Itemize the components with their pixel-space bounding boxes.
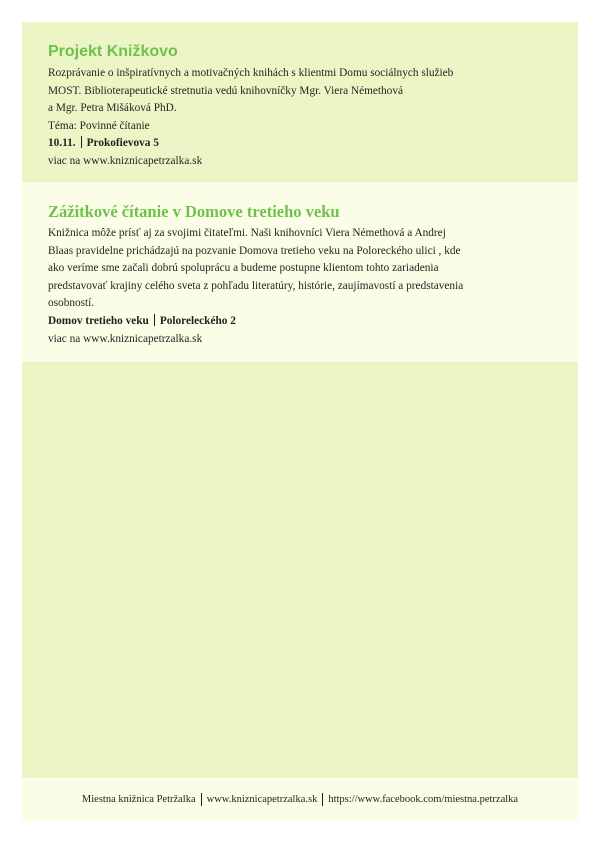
footer-website-link[interactable]: www.kniznicapetrzalka.sk bbox=[206, 794, 318, 805]
event-more-link[interactable]: viac na www.kniznicapetrzalka.sk bbox=[48, 332, 203, 345]
event-description-line: Rozprávanie o inšpiratívnych a motivačných knihách s klientmi Domu sociálnych služieb bbox=[48, 67, 454, 79]
event-place: Prokofievova 5 bbox=[86, 137, 159, 150]
event-description-line: Knižnica môže prísť aj za svojimi čitateľmi. Naši knihovníci Viera Némethová a Andrej bbox=[48, 227, 446, 239]
event-description-line: ako veríme sme začali dobrú spoluprácu a budeme postupne klientom tohto zariadenia bbox=[48, 262, 439, 275]
separator bbox=[154, 314, 155, 326]
separator bbox=[201, 793, 202, 806]
event-date: 10.11. bbox=[48, 137, 76, 150]
footer-library-name: Miestna knižnica Petržalka bbox=[81, 794, 196, 805]
event-description-line: MOST. Biblioterapeutické stretnutia vedú knihovníčky Mgr. Viera Némethová bbox=[48, 84, 403, 97]
event-more-link[interactable]: viac na www.kniznicapetrzalka.sk bbox=[48, 154, 203, 167]
event-venue-place bbox=[48, 313, 552, 331]
event-description-line: osobností. bbox=[48, 297, 95, 310]
separator bbox=[322, 793, 323, 806]
footer-facebook-link[interactable]: https://www.facebook.com/miestna.petrzalka bbox=[328, 794, 519, 805]
event-title: Zážitkové čítanie v Domove tretieho veku bbox=[48, 202, 340, 221]
event-description-line: a Mgr. Petra Mišáková PhD. bbox=[48, 102, 177, 115]
event-venue: Domov tretieho veku bbox=[48, 314, 149, 327]
empty-panel bbox=[22, 362, 578, 778]
event-place: Poloreleckého 2 bbox=[159, 314, 236, 327]
separator bbox=[81, 136, 82, 148]
event-description-line: predstavovať krajiny celého sveta z pohľadu literatúry, histórie, zaujímavostí a predstavenia bbox=[48, 279, 464, 292]
event-date-place bbox=[48, 135, 552, 153]
event-topic: Téma: Povinné čítanie bbox=[48, 119, 150, 132]
event-zazitkove-citanie bbox=[22, 182, 578, 362]
event-title: Projekt Knižkovo bbox=[48, 43, 178, 60]
footer bbox=[22, 778, 578, 821]
event-description-line: Blaas pravidelne prichádzajú na pozvanie Domova tretieho veku na Poloreckého ulici , kde bbox=[48, 244, 461, 257]
event-projekt-knizkovo bbox=[22, 22, 578, 182]
